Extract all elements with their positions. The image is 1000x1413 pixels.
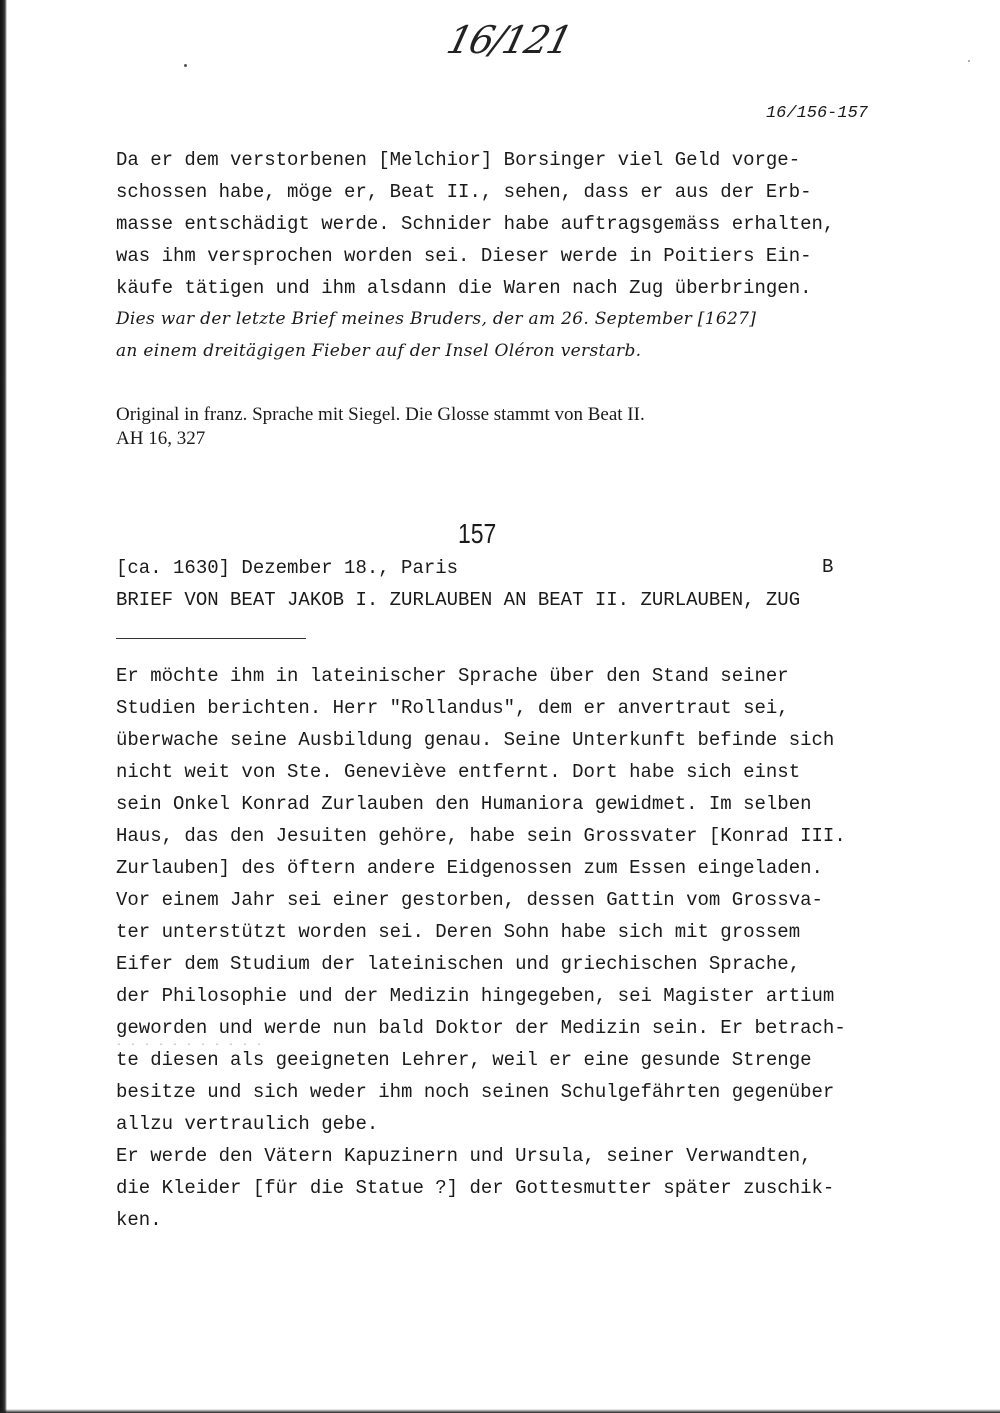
entry-summary-line: besitze und sich weder ihm noch seinen Schulgefährten gegenüber	[116, 1081, 835, 1103]
scan-edge-left	[0, 0, 7, 1413]
entry-summary-line: Er möchte ihm in lateinischer Sprache über den Stand seiner	[116, 665, 789, 687]
prev-summary-line: käufe tätigen und ihm alsdann die Waren nach Zug überbringen.	[116, 277, 812, 299]
prev-summary-line: was ihm versprochen worden sei. Dieser werde in Poitiers Ein-	[116, 245, 812, 267]
entry-summary-line: nicht weit von Ste. Geneviève entfernt. Dort habe sich einst	[116, 761, 801, 783]
page-reference: 16/156-157	[765, 104, 868, 123]
entry-summary-line: ken.	[116, 1209, 162, 1231]
separator-rule	[116, 638, 306, 639]
entry-summary-line: ter unterstützt worden sei. Deren Sohn habe sich mit grossem	[116, 921, 801, 943]
entry-summary-line: geworden und werde nun bald Doktor der Medizin sein. Er betrach-	[116, 1017, 846, 1039]
entry-summary-line: Zurlauben] des öftern andere Eidgenossen zum Essen eingeladen.	[116, 857, 823, 879]
entry-summary-line: Haus, das den Jesuiten gehöre, habe sein Grossvater [Konrad III.	[116, 825, 846, 847]
entry-summary-line: allzu vertraulich gebe.	[116, 1113, 379, 1135]
entry-summary-line: Vor einem Jahr sei einer gestorben, dessen Gattin vom Grossva-	[116, 889, 823, 911]
entry-summary-line: sein Onkel Konrad Zurlauben den Humaniora gewidmet. Im selben	[116, 793, 812, 815]
scan-artifact: . . . . . . . . . . .	[116, 1038, 264, 1049]
gloss-line: an einem dreitägigen Fieber auf der Insel Oléron verstarb.	[116, 341, 642, 361]
entry-number: 157	[458, 518, 497, 549]
entry-summary-line: die Kleider [für die Statue ?] der Gottesmutter später zuschik-	[116, 1177, 835, 1199]
entry-summary-line: Er werde den Vätern Kapuzinern und Ursula, seiner Verwandten,	[116, 1145, 812, 1167]
entry-summary-line: Eifer dem Studium der lateinischen und griechischen Sprache,	[116, 953, 801, 975]
scan-speck	[184, 64, 187, 67]
scan-edge-bottom	[0, 1409, 1000, 1413]
entry-summary-line: der Philosophie und der Medizin hingegeben, sei Magister artium	[116, 985, 835, 1007]
entry-doc-type: B	[822, 556, 834, 578]
archive-reference: AH 16, 327	[116, 428, 206, 449]
source-note: Original in franz. Sprache mit Siegel. Die Glosse stammt von Beat II.	[116, 404, 645, 425]
prev-summary-line: schossen habe, möge er, Beat II., sehen, dass er aus der Erb-	[116, 181, 812, 203]
handwritten-archive-mark: 16/121	[442, 18, 576, 62]
entry-summary-line: Studien berichten. Herr "Rollandus", dem er anvertraut sei,	[116, 697, 789, 719]
entry-date-place: [ca. 1630] Dezember 18., Paris	[116, 557, 459, 579]
prev-summary-line: masse entschädigt werde. Schnider habe auftragsgemäss erhalten,	[116, 213, 835, 235]
scan-speck	[968, 60, 970, 62]
entry-summary-line: te diesen als geeigneten Lehrer, weil er eine gesunde Strenge	[116, 1049, 812, 1071]
entry-title: BRIEF VON BEAT JAKOB I. ZURLAUBEN AN BEAT II. ZURLAUBEN, ZUG	[116, 589, 801, 611]
prev-summary-line: Da er dem verstorbenen [Melchior] Borsinger viel Geld vorge-	[116, 149, 801, 171]
entry-summary-line: überwache seine Ausbildung genau. Seine Unterkunft befinde sich	[116, 729, 835, 751]
gloss-line: Dies war der letzte Brief meines Bruders, der am 26. September [1627]	[116, 309, 757, 329]
